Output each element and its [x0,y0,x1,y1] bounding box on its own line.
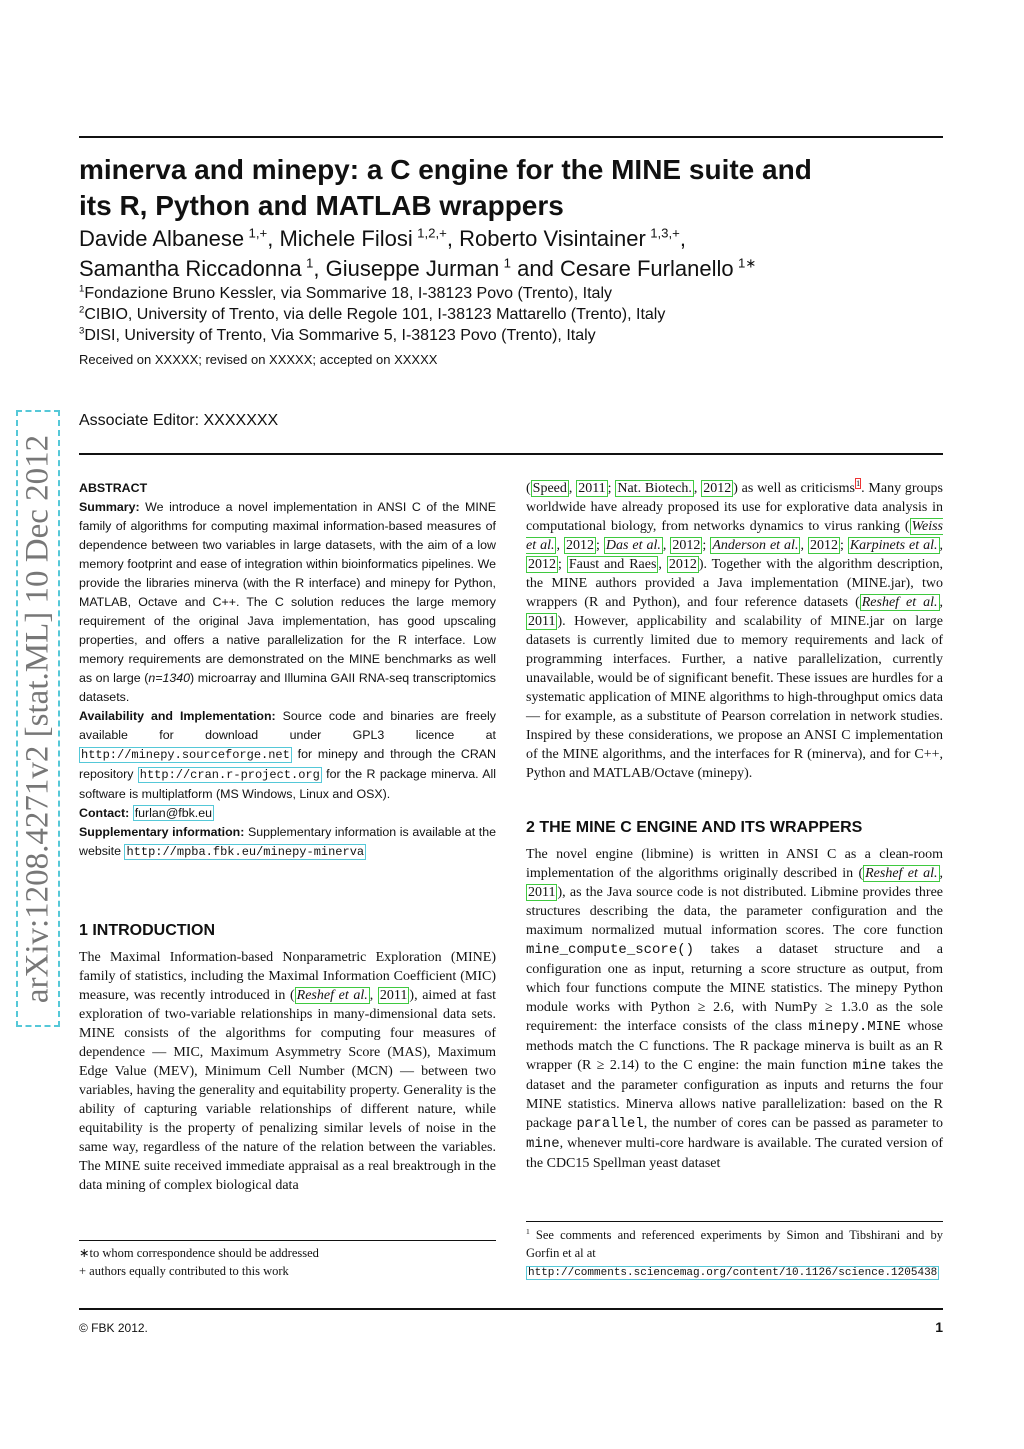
intro-text: ). However, applicability and scalability of MINE.jar on large datasets is currently limited due to memory requirements and lack of programming interfaces. Further, a native parallelization, currently unavailable, would be of significant benefit. These issues are hurdles for a systematic application of MINE algorithms to high-throughput omics data — for example, as a substitute of Pearson correlation in network studies. Inspired by these considerations, we propose an ANSI C implementation of the MINE algorithms, and the interfaces for R (minerva), and for C++, Python and MATLAB/Octave (minepy). [526,614,943,781]
affiliation-number: 2 [79,304,85,316]
supplementary-text: Supplementary information is available at the website [79,825,496,858]
cran-url-link[interactable]: http://cran.r-project.org [139,768,320,782]
footnote-number: 1 [526,1226,530,1236]
affiliation-2 [79,306,665,324]
citation-link[interactable] [848,537,940,554]
section2-text: ), as the Java source code is not distributed. Libmine provides three structures describing the data, the parameter configuration and the maximum normalized mutual information scores. The core function [526,885,943,938]
footnote-rule-left [79,1240,496,1241]
summary-text: We introduce a novel implementation in ANSI C of the MINE family of algorithms for computing maximal information-based measures of dependence between two variables in large datasets, with the aim of a low memory footprint and ease of integration within bioinformatics pipelines. We provide the libraries minerva (with the R interface) and minepy for Python, MATLAB, Octave and C++. The C solution reduces the large memory requirement of the original Java implementation, has good upscaling properties, and offers a native parallelization for the R interface. Low memory requirements are demonstrated on the MINE benchmarks as well as on large ( [79,500,496,685]
availability-label: Availability and Implementation: [79,709,276,723]
author-superscript: 1 [306,255,314,271]
minepy-url-link[interactable]: http://minepy.sourceforge.net [81,748,290,762]
equal-contribution-footnote: + authors equally contributed to this work [79,1264,289,1278]
citation-link[interactable]: 2012 [703,481,732,496]
left-footnotes [79,1244,496,1280]
citation-author: Reshef et al. [296,988,368,1003]
intro-text: ) as well as criticisms [733,481,855,496]
contact-label: Contact: [79,806,130,820]
code-parallel: parallel [576,1116,644,1132]
top-rule [79,136,943,138]
affiliation-text: DISI, University of Trento, Via Sommarive 5, I-38123 Povo (Trento), Italy [84,327,596,344]
affiliation-number: 3 [79,325,85,337]
section-heading-introduction: 1 INTRODUCTION [79,922,215,939]
citation-link[interactable]: Speed [532,481,567,496]
citation-link[interactable]: Faust and Raes [568,557,657,572]
abstract-summary [79,498,496,707]
citation-link[interactable]: 2012 [528,557,556,572]
affiliation-3 [79,327,596,345]
citation-link[interactable]: 2011 [528,614,556,629]
author-superscript: 1,+ [248,225,268,241]
author-name: Michele Filosi [279,226,413,251]
supplementary-url-link[interactable]: http://mpba.fbk.eu/minepy-minerva [126,845,365,859]
intro-text: ). Together with the algorithm description, the MINE authors provided a Java implementation (MINE.jar), two wrappers (R and Python), and four reference datasets ( [526,557,944,610]
citation-link[interactable]: Nat. Biotech. [617,481,692,496]
associate-editor: Associate Editor: XXXXXXX [79,412,279,429]
author-superscript: 1 [503,255,511,271]
author-name: Cesare Furlanello [559,256,734,281]
citation-link[interactable] [295,987,370,1004]
abstract-contact [79,804,496,823]
author-name: Roberto Visintainer [459,226,646,251]
citation-author: Weiss et al. [526,519,943,553]
citation-link[interactable]: 2011 [379,988,408,1003]
right-column [526,479,943,1173]
section2-text: whose methods match the C functions. The R package minerva is built as an R wrapper (R ≥ 2.14) to the C engine: the main function [526,1019,944,1073]
contact-email-link[interactable]: furlan@fbk.eu [134,806,213,820]
citation-link[interactable]: 2011 [578,481,606,496]
section-heading-mine-c-engine: 2 THE MINE C ENGINE AND ITS WRAPPERS [526,819,863,836]
affiliation-number: 1 [79,283,85,295]
citation-link[interactable] [604,537,663,554]
citation-link[interactable]: 2012 [809,538,838,553]
introduction-paragraph: The Maximal Information-based Nonparametric Exploration (MINE) family of statistics, including the Maximal Information Coefficient (MIC) measure, was recently introduced in ( Reshef et al. , 2011 ), aimed at fast exploration of two-variable relationships in many-dimensional data sets. MINE consists of the algorithms for computing four measures of dependence — MIC, Maximum Asymmetry Score (MAS), Maximum Edge Value (MEV), Minimum Cell Number (MCN) — between two variables, having the generality and equitability property. Generality is the ability of capturing variable relationships of different nature, while equitability is the property of penalizing similar levels of noise in the same way, regardless of the nature of the relation between the variables. The MINE suite received immediate appraisal as a real breaktrough in the data mining of complex biological data [79,950,497,1193]
section2-paragraph: The novel engine (libmine) is written in ANSI C as a clean-room implementation of the algorithms originally described in ( Reshef et al. , 2011 ), as the Java source code is not distributed. Libmine provides three structures describing the data, the parameter configuration and the maximum normalized mutual information scores. The core function mine_compute_score() takes a dataset structure and a configuration one as input, returning a score structure as output, from which four functions compute the MINE statistics. The minepy Python module works with Python ≥ 2.6, with NumPy ≥ 1.3.0 as the sole requirement: the interface consists of the class minepy.MINE whose methods match the C functions. The R package minerva is built as an R wrapper (R ≥ 2.14) to the C engine: the main function mine takes the dataset and the parameter configuration as inputs and returns the four MINE statistics. Minerva allows native parallelization: based on the R package parallel, the number of cores can be passed as parameter to mine, whenever multi-core hardware is available. The curated version of the CDC15 Spellman yeast dataset [526,847,944,1171]
right-footnote [526,1226,943,1282]
section2-text: The novel engine (libmine) is written in ANSI C as a clean-room implementation of the algorithms originally described in ( [526,847,943,881]
footer-rule [79,1308,943,1310]
intro-text: The Maximal Information-based Nonparametric Exploration (MINE) family of statistics, including the Maximal Information Coefficient (MIC) measure, was recently introduced in ( [79,950,496,1003]
author-superscript: 1∗ [738,255,757,271]
code-minepy-mine: minepy.MINE [808,1019,901,1035]
citation-author: Reshef et al. [861,595,938,610]
author-superscript: 1,3,+ [650,225,680,241]
availability-text: for the R package minerva. All software is multiplatform (MS Windows, Linux and OSX). [79,767,496,801]
footnote-text: See comments and referenced experiments by Simon and Tibshirani and by Gorfin et al at [526,1228,943,1260]
code-mine: mine [526,1136,560,1152]
arxiv-identifier[interactable] [16,410,60,1027]
section2-text: takes a dataset structure and a configuration one as input, returning a score structure as output, from which four functions compute the MINE statistics. The minepy Python module works with Python ≥ 2.6, with NumPy ≥ 1.3.0 as the sole requirement: the interface consists of the class [526,942,943,1034]
citation-link[interactable] [860,594,940,611]
author-name: Giuseppe Jurman [325,256,500,281]
sciencemag-url-link[interactable]: http://comments.sciencemag.org/content/10.1126/science.1205438 [528,1267,938,1279]
arxiv-identifier-text: arXiv:1208.4271v2 [stat.ML] 10 Dec 2012 [19,434,56,1003]
author-conjunction: and [517,256,554,281]
citation-link[interactable] [710,537,800,554]
paper-title: minerva and minepy: a C engine for the MINE suite and its R, Python and MATLAB wrappers [79,154,812,221]
citation-link[interactable]: 2012 [672,538,701,553]
left-column [79,479,496,1195]
section2-text: , the number of cores can be passed as parameter to [643,1116,943,1131]
code-mine-compute-score: mine_compute_score() [526,942,695,958]
citation-link[interactable]: 2012 [565,538,594,553]
availability-text: for minepy and through the CRAN repository [79,747,496,781]
citation-link[interactable]: 2011 [528,885,556,900]
abstract-supplementary [79,823,496,862]
section2-text: , whenever multi-core hardware is available. The curated version of the CDC15 Spellman yeast dataset [526,1136,943,1171]
footnote-rule-right [526,1221,943,1222]
citation-author: Karpinets et al. [849,538,938,553]
header-bottom-rule [79,453,943,455]
citation-author: Das et al. [605,538,661,553]
abstract [79,479,496,862]
supplementary-label: Supplementary information: [79,825,245,839]
intro-text: . Many groups worldwide have already proposed its use for explorative data analysis in computational biology, from networks dynamics to virus ranking ( [526,481,943,534]
abstract-heading: ABSTRACT [79,481,148,495]
affiliation-text: CIBIO, University of Trento, via delle Regole 101, I-38123 Mattarello (Trento), Italy [84,306,666,323]
availability-text: Source code and binaries are freely available for download under GPL3 licence at [79,709,496,742]
section2-text: takes the dataset and the parameter configuration as inputs and returns the four MINE statistics. Minerva allows native parallelization: based on the R package [526,1058,944,1131]
received-dates: Received on XXXXX; revised on XXXXX; accepted on XXXXX [79,352,438,367]
copyright-notice: © FBK 2012. [79,1321,148,1335]
intro-continued-paragraph: ( Speed , 2011 ; Nat. Biotech. , 2012 ) as well as criticisms$^1$. Many groups worldwide have already proposed its use for explorative data analysis in computational biology, from networks dynamics to virus ranking ( Weiss et al. , 2012 ; Das et al. , 2012 ; Anderson et al. , 2012 ; Karpinets et al. , 2012 ; Faust and Raes , 2012 ). Together with the algorithm description, the MINE authors provided a Java implementation (MINE.jar), two wrappers (R and Python), and four reference datasets ( Reshef et al. , 2011 ). However, applicability and scalability of MINE.jar on large datasets is currently limited due to memory requirements and lack of programming interfaces. Further, a native parallelization, currently unavailable, would be of significant benefit. These issues are hurdles for a systematic application of MINE algorithms to high-throughput omics data — for example, as a substitute of Pearson correlation in network studies. Inspired by these considerations, we propose an ANSI C implementation of the MINE algorithms, and the interfaces for R (minerva), and for C++, Python and MATLAB/Octave (minepy). [526,479,944,781]
code-mine: mine [852,1058,887,1074]
summary-end: ) microarray and Illumina GAII RNA-seq transcriptomics datasets. [79,671,497,704]
author-superscript: 1,2,+ [417,225,447,241]
author-list: Davide Albanese $^{1,+}$, Michele Filosi $^{1,2,+}$, Roberto Visintainer $^{1,3,+}$, Samantha Riccadonna $^1$, Giuseppe Jurman $^1$ and Cesare Furlanello $^{1∗}$ [79,225,757,281]
intro-text: ), aimed at fast exploration of two-variable relationships in many-dimensional data sets. MINE consists of the algorithms for computing four measures of dependence — MIC, Maximum Asymmetry Score (MAS), Maximum Edge Value (MEV), Minimum Cell Number (MCN) — between two variables, having the generality and equitability property. Generality is the ability of capturing variable relationships of different nature, while equitability is the property of penalizing similar levels of noise in the same way, regardless of the nature of the relation between the variables. The MINE suite received immediate appraisal as a real breaktrough in the data mining of complex biological data [79,988,497,1193]
citation-link[interactable]: 2012 [668,557,697,572]
author-name: Samantha Riccadonna [79,256,302,281]
correspondence-footnote: ∗to whom correspondence should be addressed [79,1246,319,1260]
abstract-availability [79,707,496,804]
citation-author: Anderson et al. [712,538,799,553]
citation-link[interactable] [863,865,939,882]
page-number: 1 [935,1319,943,1335]
citation-author: Reshef et al. [865,866,938,881]
summary-label: Summary: [79,500,140,514]
author-name: Davide Albanese [79,226,245,251]
footnote-marker-link[interactable]: 1 [855,479,861,489]
summary-n: n=1340 [148,671,191,685]
affiliation-text: Fondazione Bruno Kessler, via Sommarive 18, I-38123 Povo (Trento), Italy [84,285,613,302]
affiliation-1 [79,285,612,303]
